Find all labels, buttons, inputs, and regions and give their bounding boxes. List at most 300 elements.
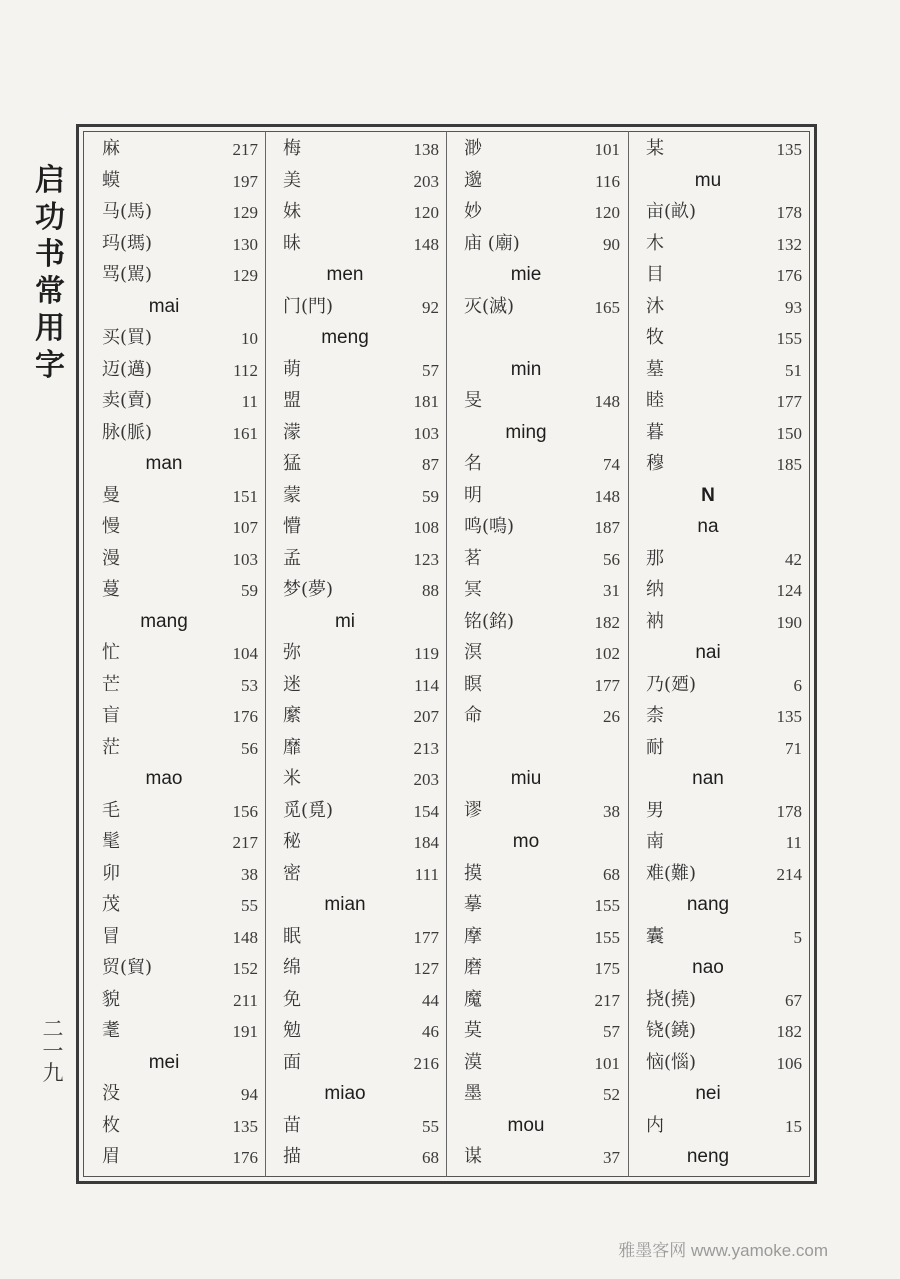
pinyin-heading-label: mie	[510, 264, 542, 285]
entry-character: 暮	[646, 421, 664, 443]
entry-character: 茂	[102, 894, 120, 915]
entry-page-number: 103	[413, 423, 439, 443]
entry-character: 妹	[283, 201, 301, 222]
entry-character: 墨	[464, 1083, 482, 1104]
entry-page-number: 177	[413, 927, 439, 947]
entry-character: 莫	[464, 1020, 482, 1041]
index-entry	[265, 827, 439, 859]
index-entry	[628, 607, 802, 639]
entry-page-number: 31	[603, 581, 620, 600]
pinyin-heading	[265, 260, 439, 292]
entry-page-number: 53	[241, 675, 258, 695]
entry-character: 铭(銘)	[464, 610, 515, 632]
entry-character: 庙 (廟)	[464, 232, 520, 254]
entry-page-number: 152	[232, 959, 258, 978]
entry-page-number: 155	[594, 896, 620, 915]
entry-character: 密	[283, 862, 301, 884]
index-entry	[628, 197, 802, 229]
pinyin-heading-label: mi	[334, 610, 356, 632]
entry-character: 南	[646, 831, 664, 852]
entry-page-number: 155	[594, 927, 620, 947]
entry-page-number: 42	[785, 549, 802, 569]
index-entry	[265, 575, 439, 607]
index-entry	[628, 1111, 802, 1143]
index-entry	[265, 386, 439, 418]
index-entry	[446, 481, 620, 513]
pinyin-heading-label: miu	[510, 768, 542, 789]
entry-page-number: 184	[413, 833, 439, 852]
entry-page-number: 119	[414, 644, 439, 663]
entry-character: 目	[646, 264, 664, 285]
entry-character: 命	[464, 705, 482, 726]
entry-character: 冥	[464, 579, 482, 600]
entry-page-number: 67	[785, 990, 802, 1010]
index-entry	[265, 197, 439, 229]
entry-page-number: 203	[413, 171, 439, 191]
entry-page-number: 108	[413, 518, 439, 537]
pinyin-heading	[628, 953, 802, 985]
index-entry	[446, 197, 620, 229]
index-entry	[628, 355, 802, 387]
pinyin-heading	[628, 481, 802, 513]
entry-page-number: 107	[232, 518, 258, 537]
index-entry	[265, 764, 439, 796]
index-entry	[265, 1111, 439, 1143]
page-number-vertical	[36, 1018, 70, 1084]
index-entry	[446, 292, 620, 324]
pinyin-heading	[84, 449, 258, 481]
index-entry	[265, 859, 439, 891]
index-entry	[84, 922, 258, 954]
index-entry	[84, 1111, 258, 1143]
entry-page-number: 10	[241, 329, 258, 348]
entry-page-number: 101	[594, 140, 620, 159]
entry-character: 曼	[102, 484, 120, 506]
title-char: 常	[35, 274, 65, 309]
index-entry	[446, 796, 620, 828]
entry-character: 縻	[283, 705, 301, 726]
entry-character: 穆	[646, 453, 664, 474]
entry-character: 昧	[283, 232, 301, 254]
entry-character: 髦	[102, 831, 120, 852]
index-entry	[84, 638, 258, 670]
entry-character: 梅	[283, 138, 301, 159]
entry-character: 名	[464, 453, 482, 474]
entry-character: 摩	[464, 925, 482, 947]
pinyin-heading	[84, 764, 258, 796]
index-entry	[446, 386, 620, 418]
entry-character: 枚	[102, 1114, 120, 1136]
entry-character: 忙	[102, 642, 120, 663]
entry-page-number: 106	[776, 1053, 802, 1073]
index-entry	[628, 796, 802, 828]
entry-character: 铙(鐃)	[646, 1020, 697, 1041]
entry-character: 秘	[283, 831, 301, 852]
entry-character: 美	[283, 169, 301, 191]
pinyin-heading-label: mian	[324, 894, 366, 915]
index-entry	[84, 166, 258, 198]
entry-character: 猛	[283, 453, 301, 474]
entry-page-number: 182	[594, 612, 620, 632]
index-entry	[446, 1079, 620, 1111]
entry-character: 觅(覓)	[283, 799, 334, 821]
index-entry	[84, 512, 258, 544]
entry-character: 免	[283, 988, 301, 1010]
entry-page-number: 46	[422, 1022, 439, 1041]
pinyin-heading	[84, 607, 258, 639]
index-entry	[446, 670, 620, 702]
index-entry	[84, 1016, 258, 1048]
index-entry	[446, 512, 620, 544]
entry-character: 魔	[464, 988, 482, 1010]
entry-page-number: 6	[793, 675, 802, 695]
entry-page-number: 111	[414, 864, 439, 884]
entry-character: 耐	[646, 736, 664, 758]
entry-character: 米	[283, 768, 301, 789]
entry-character: 恼(惱)	[646, 1051, 697, 1073]
entry-page-number: 138	[413, 140, 439, 159]
pinyin-heading	[628, 166, 802, 198]
index-entry	[84, 323, 258, 355]
entry-character: 慢	[102, 516, 120, 537]
entry-character: 孟	[283, 547, 301, 569]
pinyin-heading	[265, 890, 439, 922]
pinyin-heading	[628, 638, 802, 670]
pinyin-heading-label: men	[326, 264, 364, 285]
entry-page-number: 92	[422, 297, 439, 317]
watermark-text: 雅墨客网 www.yamoke.com	[618, 1241, 828, 1260]
entry-character: 纳	[646, 579, 664, 600]
index-entry	[84, 796, 258, 828]
index-entry	[84, 733, 258, 765]
entry-character: 梦(夢)	[283, 579, 334, 600]
pinyin-heading-label: man	[145, 453, 183, 474]
entry-character: 眠	[283, 925, 301, 947]
entry-character: 卖(賣)	[102, 390, 153, 411]
entry-page-number: 185	[776, 455, 802, 474]
entry-character: 描	[283, 1146, 301, 1167]
entry-character: 漠	[464, 1051, 482, 1073]
index-entry	[265, 985, 439, 1017]
entry-page-number: 151	[232, 486, 258, 506]
entry-page-number: 216	[413, 1053, 439, 1073]
index-entry	[265, 134, 439, 166]
page-number-char: 二	[42, 1017, 64, 1041]
entry-character: 衲	[646, 610, 664, 632]
entry-page-number: 154	[413, 801, 439, 821]
entry-page-number: 71	[785, 738, 802, 758]
index-entry	[265, 229, 439, 261]
pinyin-heading-label: meng	[321, 327, 369, 348]
pinyin-heading-label: neng	[686, 1146, 730, 1167]
entry-page-number: 148	[232, 927, 258, 947]
entry-character: 睦	[646, 390, 664, 411]
index-entry	[446, 890, 620, 922]
index-entry	[446, 575, 620, 607]
index-entry	[84, 985, 258, 1017]
entry-page-number: 217	[594, 990, 620, 1010]
entry-page-number: 93	[785, 297, 802, 317]
entry-character: 贸(貿)	[102, 957, 153, 978]
index-entry	[84, 1142, 258, 1174]
entry-page-number: 38	[603, 801, 620, 821]
entry-page-number: 124	[776, 581, 802, 600]
entry-page-number: 156	[232, 801, 258, 821]
entry-page-number: 56	[603, 549, 620, 569]
index-entry	[265, 670, 439, 702]
pinyin-heading-label: nei	[695, 1083, 721, 1104]
index-entry	[84, 481, 258, 513]
entry-character: 脉(脈)	[102, 421, 153, 443]
entry-character: 濛	[283, 421, 301, 443]
entry-character: 弥	[283, 642, 301, 663]
title-char: 书	[35, 237, 65, 272]
entry-character: 玛(瑪)	[102, 232, 153, 254]
title-char: 用	[35, 311, 65, 346]
entry-page-number: 94	[241, 1085, 258, 1104]
pinyin-heading	[265, 1079, 439, 1111]
entry-page-number: 155	[776, 329, 802, 348]
index-entry	[446, 607, 620, 639]
entry-character: 蒙	[283, 484, 301, 506]
entry-page-number: 177	[776, 392, 802, 411]
entry-page-number: 132	[776, 234, 802, 254]
index-entry	[446, 922, 620, 954]
entry-character: 柰	[646, 705, 664, 726]
entry-page-number: 52	[603, 1085, 620, 1104]
entry-page-number: 135	[232, 1116, 258, 1136]
index-entry	[628, 827, 802, 859]
entry-page-number: 148	[413, 234, 439, 254]
title-char: 功	[35, 200, 65, 235]
pinyin-heading	[265, 323, 439, 355]
entry-page-number: 211	[233, 990, 258, 1010]
pinyin-heading-label: mao	[145, 768, 183, 789]
index-entry	[265, 796, 439, 828]
index-entry	[446, 166, 620, 198]
entry-character: 妙	[464, 201, 482, 222]
entry-character: 苗	[283, 1114, 301, 1136]
pinyin-heading	[84, 292, 258, 324]
pinyin-heading	[628, 512, 802, 544]
entry-character: 眉	[102, 1146, 120, 1167]
entry-character: 亩(畝)	[646, 201, 697, 222]
index-entry	[628, 544, 802, 576]
entry-page-number: 15	[785, 1116, 802, 1136]
entry-character: 木	[646, 232, 664, 254]
book-title-vertical	[30, 162, 70, 384]
entry-character: 马(馬)	[102, 201, 153, 222]
pinyin-heading-label: ming	[505, 421, 547, 443]
pinyin-heading-label: mei	[148, 1051, 180, 1073]
index-entry	[446, 701, 620, 733]
entry-page-number: 190	[776, 612, 802, 632]
entry-page-number: 37	[603, 1148, 620, 1167]
pinyin-heading	[628, 890, 802, 922]
entry-page-number: 165	[594, 297, 620, 317]
entry-character: 毛	[102, 799, 120, 821]
entry-character: 门(門)	[283, 295, 334, 317]
blank-row	[446, 323, 620, 355]
entry-page-number: 57	[603, 1022, 620, 1041]
index-entry	[628, 323, 802, 355]
entry-character: 乃(廼)	[646, 673, 697, 695]
index-entry	[628, 229, 802, 261]
entry-character: 蔓	[102, 579, 120, 600]
index-entry	[84, 670, 258, 702]
index-entry	[265, 1048, 439, 1080]
entry-page-number: 176	[776, 266, 802, 285]
entry-character: 瞑	[464, 673, 482, 695]
entry-character: 谬	[464, 799, 482, 821]
index-entry	[446, 1016, 620, 1048]
entry-page-number: 197	[232, 171, 258, 191]
index-entry	[84, 386, 258, 418]
entry-page-number: 177	[594, 675, 620, 695]
index-entry	[628, 1016, 802, 1048]
pinyin-heading	[628, 1142, 802, 1174]
pinyin-heading-label: min	[510, 358, 542, 380]
entry-page-number: 104	[232, 644, 258, 663]
entry-character: 沐	[646, 295, 664, 317]
index-entry	[265, 481, 439, 513]
entry-character: 盲	[102, 705, 120, 726]
index-entry	[84, 229, 258, 261]
entry-character: 墓	[646, 358, 664, 380]
index-entry	[84, 134, 258, 166]
entry-page-number: 57	[422, 360, 439, 380]
index-entry	[446, 544, 620, 576]
pinyin-heading-label: nai	[695, 642, 721, 663]
entry-page-number: 214	[776, 864, 802, 884]
index-entry	[84, 418, 258, 450]
entry-page-number: 187	[594, 518, 620, 537]
entry-page-number: 26	[603, 707, 620, 726]
index-entry	[84, 1079, 258, 1111]
index-entry	[265, 166, 439, 198]
entry-character: 勉	[283, 1020, 301, 1041]
entry-page-number: 176	[232, 707, 258, 726]
entry-page-number: 178	[776, 801, 802, 821]
index-entry	[84, 859, 258, 891]
pinyin-heading-label: mai	[148, 295, 180, 317]
entry-character: 貌	[102, 988, 120, 1010]
entry-character: 盟	[283, 390, 301, 411]
entry-character: 迷	[283, 673, 301, 695]
entry-character: 面	[283, 1051, 301, 1073]
entry-page-number: 120	[413, 203, 439, 222]
pinyin-heading	[446, 355, 620, 387]
pinyin-heading-label: miao	[324, 1083, 366, 1104]
pinyin-heading-label: mou	[507, 1114, 545, 1136]
entry-page-number: 203	[413, 770, 439, 789]
index-entry	[446, 1142, 620, 1174]
index-entry	[446, 449, 620, 481]
index-entry	[628, 134, 802, 166]
index-entry	[265, 922, 439, 954]
index-entry	[84, 197, 258, 229]
entry-page-number: 161	[232, 423, 258, 443]
entry-character: 麻	[102, 138, 120, 159]
entry-character: 卯	[102, 862, 120, 884]
entry-page-number: 114	[414, 675, 439, 695]
entry-page-number: 68	[422, 1148, 439, 1167]
entry-character: 摸	[464, 862, 482, 884]
entry-page-number: 112	[233, 360, 258, 380]
entry-page-number: 175	[594, 959, 620, 978]
pinyin-heading-label: nao	[692, 957, 724, 978]
pinyin-heading	[446, 260, 620, 292]
entry-character: 漫	[102, 547, 120, 569]
entry-page-number: 59	[422, 486, 439, 506]
pinyin-heading	[628, 764, 802, 796]
entry-page-number: 217	[232, 140, 258, 159]
index-entry	[446, 638, 620, 670]
entry-page-number: 176	[232, 1148, 258, 1167]
index-entry	[628, 575, 802, 607]
index-entry	[628, 292, 802, 324]
entry-page-number: 135	[776, 140, 802, 159]
index-entry	[628, 449, 802, 481]
entry-page-number: 59	[241, 581, 258, 600]
entry-page-number: 116	[595, 171, 620, 191]
entry-page-number: 68	[603, 864, 620, 884]
entry-page-number: 135	[776, 707, 802, 726]
entry-character: 渺	[464, 138, 482, 159]
entry-page-number: 178	[776, 203, 802, 222]
entry-character: 靡	[283, 736, 301, 758]
title-char: 字	[35, 348, 65, 383]
index-entry	[628, 260, 802, 292]
entry-page-number: 55	[241, 896, 258, 915]
entry-character: 萌	[283, 358, 301, 380]
index-entry	[265, 449, 439, 481]
entry-page-number: 182	[776, 1022, 802, 1041]
index-entry	[265, 1142, 439, 1174]
entry-character: 迈(邁)	[102, 358, 153, 380]
index-entry	[265, 1016, 439, 1048]
entry-character: 耄	[102, 1020, 120, 1041]
entry-character: 挠(撓)	[646, 988, 697, 1010]
entry-page-number: 55	[422, 1116, 439, 1136]
entry-character: 溟	[464, 642, 482, 663]
entry-page-number: 74	[603, 455, 620, 474]
index-entry	[446, 1048, 620, 1080]
index-entry	[84, 701, 258, 733]
pinyin-heading-label: nang	[686, 894, 730, 915]
entry-character: 难(難)	[646, 862, 697, 884]
entry-character: 囊	[646, 925, 664, 947]
index-entry	[265, 544, 439, 576]
entry-page-number: 123	[413, 549, 439, 569]
index-entry	[265, 418, 439, 450]
index-entry	[265, 512, 439, 544]
pinyin-heading	[265, 607, 439, 639]
entry-character: 骂(駡)	[102, 264, 153, 285]
index-entry	[628, 418, 802, 450]
entry-page-number: 150	[776, 423, 802, 443]
entry-character: 灭(滅)	[464, 295, 515, 317]
page-number-char: 九	[42, 1061, 64, 1085]
index-entry	[84, 544, 258, 576]
entry-character: 茫	[102, 736, 120, 758]
index-entry	[628, 985, 802, 1017]
index-entry	[446, 953, 620, 985]
entry-character: 内	[646, 1114, 664, 1136]
entry-character: 摹	[464, 894, 482, 915]
entry-character: 谋	[464, 1146, 482, 1167]
entry-page-number: 213	[413, 738, 439, 758]
